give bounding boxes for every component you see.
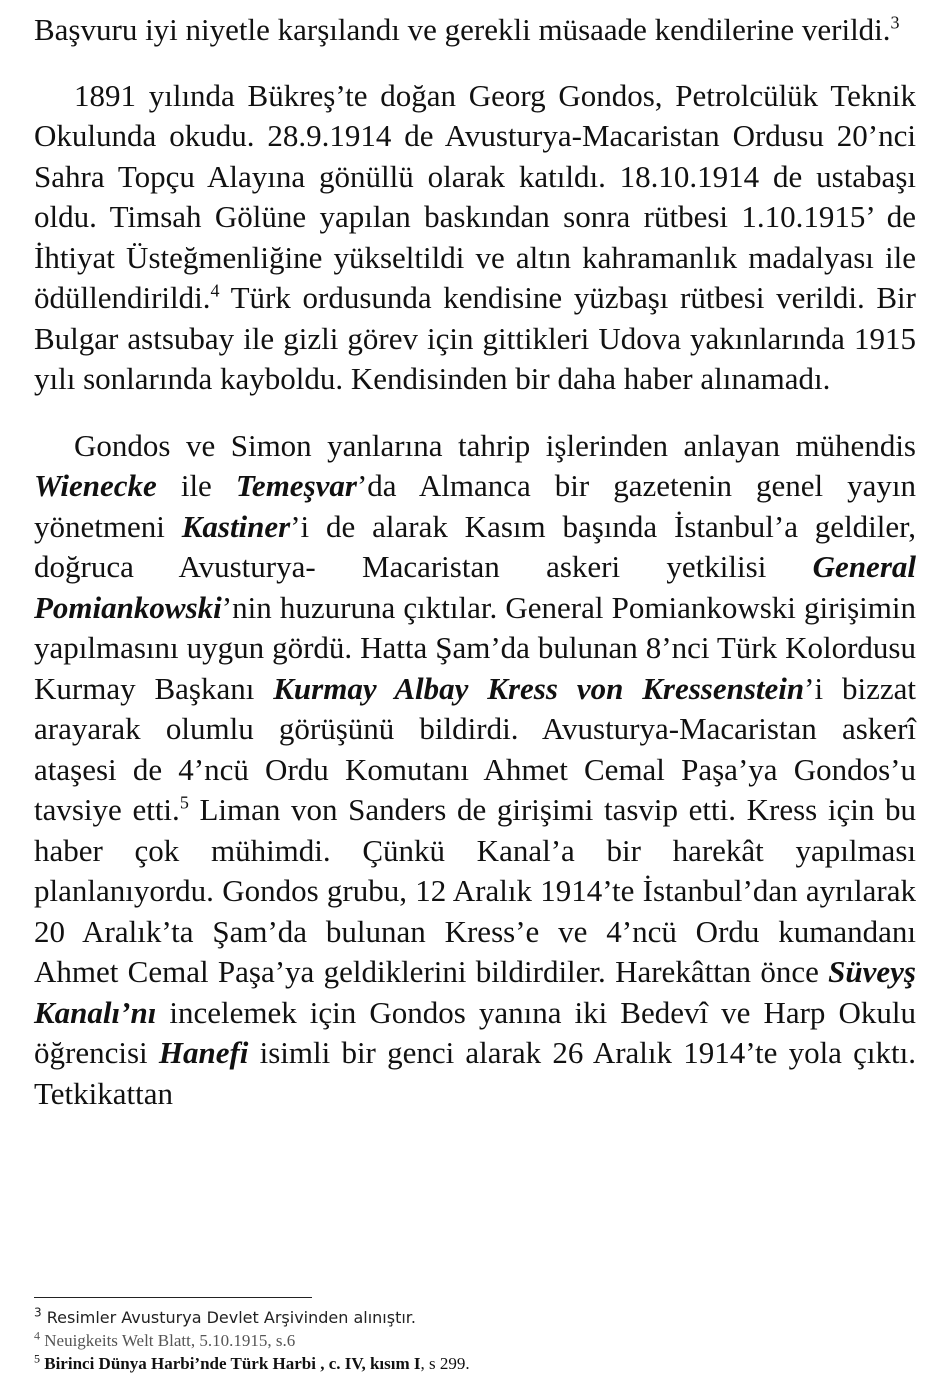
paragraph-3-text: ’i bizzat arayarak olumlu görüşünü bildirdi. Avusturya-Macaristan askerî ataşesi de 4’ncü Ordu Komutanı Ahmet Cemal Paşa’ya Gondos’u tavsiye etti. [34, 670, 916, 827]
emphasis-general-pomiankowski: General Pomiankowski [34, 549, 916, 625]
footnote-5 [34, 1352, 916, 1375]
paragraph-3-text: ’i de alarak Kasım başında İstanbul’a geldiler, doğruca Avusturya- Macaristan askeri yetkilisi [34, 508, 916, 584]
document-body [34, 10, 916, 1114]
paragraph-2-text-b: Türk ordusunda kendisine yüzbaşı rütbesi verildi. Bir Bulgar astsubay ile gizli görev için gittikleri Udova yakınlarında 1915 yılı sonlarında kayboldu. Kendisinden bir daha haber alınamadı. [34, 280, 916, 396]
footnote-divider [34, 1297, 312, 1298]
paragraph-3-text: Liman von Sanders de girişimi tasvip etti. Kress için bu haber çok mühimdi. Çünkü Kanal’a bir harekât yapılması planlanıyordu. Gondos grubu, 12 Aralık 1914’te İstanbul’dan ayrılarak 20 Aralık’ta Şam’da bulunan Kress’e ve 4’ncü Ordu kumandanı Ahmet Cemal Paşa’ya geldiklerini bildirdiler. Harekâttan önce [34, 792, 917, 989]
paragraph-3-text: incelemek için Gondos yanına iki Bedevî ve Harp Okulu öğrencisi [34, 994, 916, 1070]
paragraph-3-text: ’nin huzuruna çıktılar. General Pomiankowski girişimin yapılmasını uygun gördü. Hatta Şam’da bulunan 8’nci Türk Kolordusu Kurmay Başkanı [34, 589, 916, 706]
footnote-text: Neuigkeits Welt Blatt, 5.10.1915, s.6 [44, 1331, 296, 1350]
emphasis-kastiner: Kastiner [181, 508, 291, 544]
footnotes [34, 1306, 916, 1375]
paragraph-1 [34, 10, 916, 51]
footnote-ref-4[interactable]: 4 [210, 280, 220, 301]
footnote-ref-3[interactable]: 3 [890, 12, 900, 33]
paragraph-2 [34, 76, 916, 400]
emphasis-hanefi: Hanefi [158, 1035, 249, 1070]
paragraph-1-text: Başvuru iyi niyetle karşılandı ve gerekli müsaade kendilerine verildi. [34, 12, 891, 47]
footnote-text: Resimler Avusturya Devlet Arşivinden alınıştır. [46, 1308, 416, 1327]
paragraph-3-text: ’da Almanca bir gazetenin genel yayın yönetmeni [34, 468, 916, 544]
footnote-number: 3 [34, 1305, 42, 1320]
footnote-number: 5 [34, 1351, 40, 1366]
paragraph-3-text: ile [156, 468, 236, 503]
footnote-3 [34, 1306, 916, 1329]
emphasis-wienecke: Wienecke [34, 468, 157, 503]
emphasis-kress-von-kressenstein: Kurmay Albay Kress von Kressenstein [273, 670, 805, 706]
paragraph-3-text: isimli bir genci alarak 26 Aralık 1914’te yola çıktı. Tetkikattan [34, 1035, 916, 1111]
paragraph-3-text: Gondos ve Simon yanlarına tahrip işlerinden anlayan mühendis [74, 427, 916, 463]
footnote-text: , s 299. [420, 1354, 470, 1373]
emphasis-suveys-kanali: Süveyş Kanalı’nı [34, 954, 916, 1030]
footnote-4 [34, 1329, 916, 1352]
footnote-source-title: Birinci Dünya Harbi’nde Türk Harbi , c. IV, kısım I [44, 1354, 421, 1373]
footnote-ref-5[interactable]: 5 [179, 792, 189, 813]
paragraph-3 [34, 426, 916, 1115]
paragraph-2-text-a: 1891 yılında Bükreş’te doğan Georg Gondos, Petrolcülük Teknik Okulunda okudu. 28.9.1914 de Avusturya-Macaristan Ordusu 20’nci Sahra Topçu Alayına gönüllü olarak katıldı. 18.10.1914 de ustabaşı oldu. Timsah Gölüne yapılan baskından sonra rütbesi 1.10.1915’ de İhtiyat Üsteğmenliğine yükseltildi ve altın kahramanlık madalyası ile ödüllendirildi. [34, 77, 916, 315]
emphasis-temesvar: Temeşvar [235, 468, 357, 503]
footnote-number: 4 [34, 1328, 40, 1343]
